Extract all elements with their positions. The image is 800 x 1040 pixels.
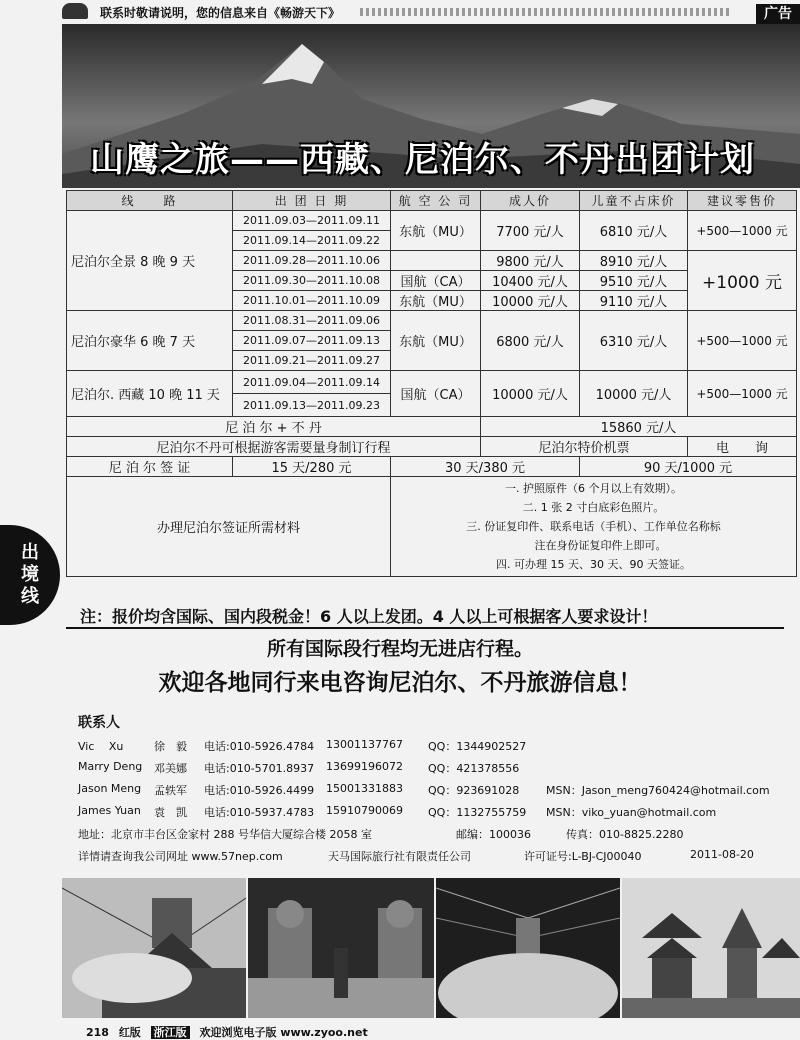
adult-price: 9800 元/人 [481,251,580,271]
banner-title: 山鹰之旅——西藏、尼泊尔、不丹出团计划 [90,140,755,180]
departure-date: 2011.09.04—2011.09.14 [233,371,391,394]
page-number: 218 [86,1026,109,1039]
airline: 东航（MU） [391,211,481,251]
temples-photo [622,878,800,1018]
list-item: 二. 1 张 2 寸白底彩色照片。 [522,501,665,514]
airline-empty [391,251,481,271]
contact-en-name: Vic Xu [78,740,124,753]
departure-date: 2011.09.03—2011.09.11 [233,211,391,231]
column-header: 成人价 [481,191,580,211]
welcome-note: 欢迎各地同行来电咨询尼泊尔、不丹旅游信息！ [158,670,642,696]
contact-tel: 电话:010-5701.8937 [204,762,315,775]
departure-date: 2011.09.07—2011.09.13 [233,331,391,351]
prayer-flags-photo [436,878,620,1018]
visa-90-days: 90 天/1000 元 [580,457,797,477]
retail-price: +500—1000 元 [688,311,797,371]
table-row [67,311,797,331]
contact-mobile: 13001137767 [326,738,403,751]
source-notice: 联系时敬请说明，您的信息来自《畅游天下》 [100,6,341,20]
list-item: 四. 可办理 15 天、30 天、90 天签证。 [496,558,691,571]
route-name: 尼泊尔. 西藏 10 晚 11 天 [67,371,233,417]
address-row [78,826,684,842]
route-name: 尼泊尔豪华 6 晚 7 天 [67,311,233,371]
address: 地址：北京市丰台区金家村 288 号华信大厦综合楼 2058 室 [78,828,372,841]
contact-cn-name: 徐 毅 [154,740,187,753]
child-price: 6810 元/人 [580,211,688,251]
retail-price: +500—1000 元 [688,211,797,251]
contact-mobile: 13699196072 [326,760,403,773]
column-header: 航 空 公 司 [391,191,481,211]
contact-tel: 电话:010-5937.4783 [204,806,315,819]
magazine-logo-icon [62,3,88,19]
airline: 东航（MU） [391,311,481,371]
prayer-flags-image-icon [436,878,620,1018]
table-row [67,477,797,577]
nepal-bhutan-price: 15860 元/人 [481,417,797,437]
column-header: 建议零售价 [688,191,797,211]
contact-mobile: 15001331883 [326,782,403,795]
contacts-heading: 联系人 [78,715,120,731]
child-price: 10000 元/人 [580,371,688,417]
table-row [67,417,797,437]
table-row [67,371,797,394]
page-footer [86,1024,374,1040]
departure-date: 2011.09.30—2011.10.08 [233,271,391,291]
special-ticket-label: 尼泊尔特价机票 [481,437,688,457]
no-shopping-note: 所有国际段行程均无进店行程。 [266,638,533,660]
photo-strip [62,878,800,1018]
departure-date: 2011.09.21—2011.09.27 [233,351,391,371]
mountain-banner [62,24,800,188]
license-number: 许可证号:L-BJ-CJ00040 [524,850,642,863]
departure-date: 2011.10.01—2011.10.09 [233,291,391,311]
child-price: 9110 元/人 [580,291,688,311]
contact-cn-name: 邓美娜 [154,762,187,775]
stupa-photo [62,878,246,1018]
fax: 传真：010-8825.2280 [566,828,684,841]
phone-inquiry-label: 电 询 [688,437,797,457]
decorative-stripe [360,8,730,16]
footer-website: 欢迎浏览电子版 www.zyoo.net [199,1026,368,1039]
list-item: 一. 护照原件（6 个月以上有效期）。 [505,482,682,495]
side-tab-char: 境 [21,564,39,585]
company-row [78,848,754,864]
retail-price: +500—1000 元 [688,371,797,417]
contact-en-name: Marry Deng [78,760,143,773]
table-row [67,457,797,477]
table-row [67,437,797,457]
adult-price: 10000 元/人 [481,371,580,417]
airline: 国航（CA） [391,371,481,417]
child-price: 9510 元/人 [580,271,688,291]
visa-15-days: 15 天/280 元 [233,457,391,477]
stupa-image-icon [62,878,246,1018]
custom-itinerary-label: 尼泊尔不丹可根据游客需要量身制订行程 [67,437,481,457]
retail-price: +1000 元 [688,251,797,311]
table-row [67,211,797,231]
visa-30-days: 30 天/380 元 [391,457,580,477]
airline: 国航（CA） [391,271,481,291]
contact-en-name: Jason Meng [78,782,142,795]
divider [66,627,784,629]
visa-materials-label: 办理尼泊尔签证所需材料 [67,477,391,577]
child-price: 6310 元/人 [580,311,688,371]
statues-image-icon [248,878,434,1018]
adult-price: 7700 元/人 [481,211,580,251]
side-tab-char: 出 [21,542,39,563]
temples-image-icon [622,878,800,1018]
route-name: 尼泊尔全景 8 晚 9 天 [67,211,233,311]
departure-date: 2011.09.28—2011.10.06 [233,251,391,271]
side-tab-char: 线 [21,586,39,607]
statues-photo [248,878,434,1018]
contact-tel: 电话:010-5926.4499 [204,784,315,797]
departure-date: 2011.09.14—2011.09.22 [233,231,391,251]
contact-qq: QQ：1344902527 [428,740,527,753]
table-header-row [67,191,797,211]
adult-price: 10400 元/人 [481,271,580,291]
visa-materials-list [391,477,797,577]
contact-qq: QQ：1132755759 [428,806,527,819]
column-header: 儿童不占床价 [580,191,688,211]
adult-price: 6800 元/人 [481,311,580,371]
contact-msn: MSN：viko_yuan@hotmail.com [546,806,717,819]
top-bar [0,0,800,24]
child-price: 8910 元/人 [580,251,688,271]
departure-date: 2011.09.13—2011.09.23 [233,394,391,417]
section-side-tab [0,525,60,625]
contact-qq: QQ：421378556 [428,762,520,775]
ad-badge: 广告 [756,4,800,24]
adult-price: 10000 元/人 [481,291,580,311]
company-name: 天马国际旅行社有限责任公司 [328,850,471,863]
contact-cn-name: 孟轶军 [154,784,187,797]
tour-schedule-table [66,190,797,577]
contact-msn: MSN：Jason_meng760424@hotmail.com [546,784,770,797]
postcode: 邮编：100036 [456,828,531,841]
contact-tel: 电话:010-5926.4784 [204,740,315,753]
column-header: 出 团 日 期 [233,191,391,211]
publish-date: 2011-08-20 [690,848,754,861]
contact-en-name: James Yuan [78,804,141,817]
departure-date: 2011.08.31—2011.09.06 [233,311,391,331]
pricing-note: 注：报价均含国际、国内段税金！6 人以上发团。4 人以上可根据客人要求设计！ [80,607,658,626]
nepal-bhutan-label: 尼 泊 尔 + 不 丹 [67,417,481,437]
list-item: 三. 份证复印件、联系电话（手机）、工作单位名称标 [466,520,721,533]
column-header: 线 路 [67,191,233,211]
contact-cn-name: 袁 凯 [154,806,187,819]
visa-label: 尼 泊 尔 签 证 [67,457,233,477]
contact-mobile: 15910790069 [326,804,403,817]
airline: 东航（MU） [391,291,481,311]
website: 详情请查询我公司网址 www.57nep.com [78,850,283,863]
contact-qq: QQ：923691028 [428,784,520,797]
list-item: 注在身份证复印件上即可。 [534,539,667,552]
edition2-label: 浙江版 [151,1026,190,1039]
edition-label: 红版 [118,1026,141,1039]
